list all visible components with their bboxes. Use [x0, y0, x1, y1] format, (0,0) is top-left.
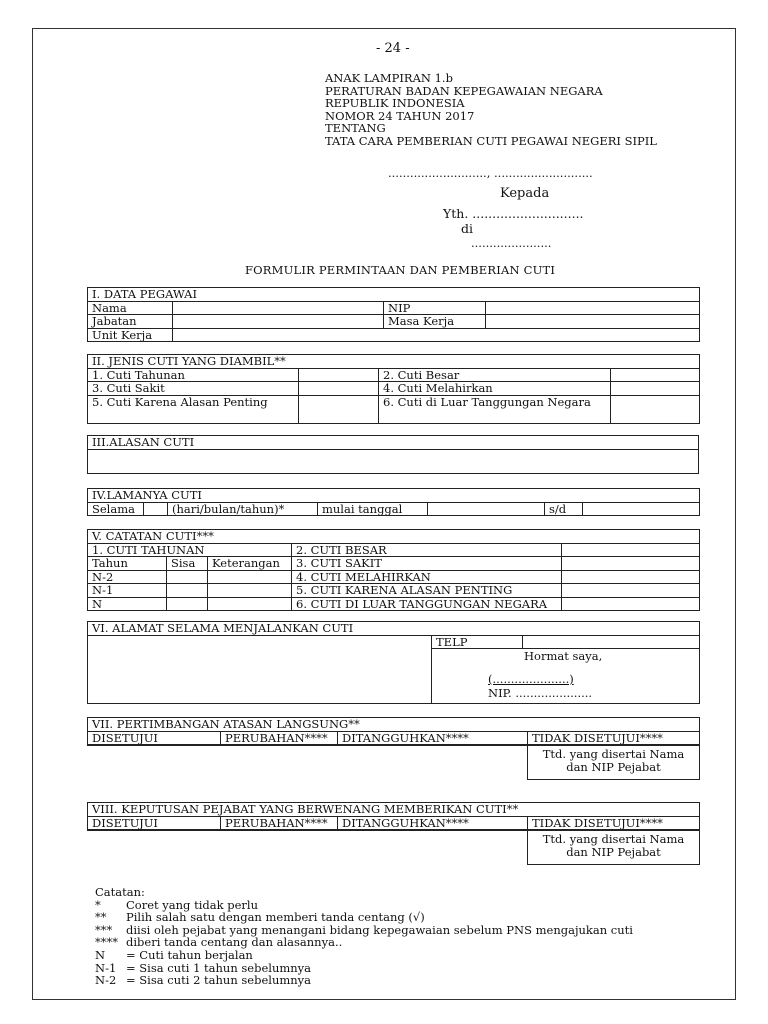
section-catatan-cuti: [87, 529, 700, 611]
selama-field[interactable]: [144, 502, 168, 516]
keterangan-field[interactable]: [208, 584, 292, 598]
catatan-item-field[interactable]: [562, 570, 700, 584]
cuti-tahunan-title: 1. CUTI TAHUNAN: [88, 543, 292, 557]
catatan-item-label: 6. CUTI DI LUAR TANGGUNGAN NEGARA: [292, 597, 562, 611]
telp-label: TELP: [432, 635, 523, 649]
disetujui-label: DISETUJUI: [88, 816, 221, 830]
note-key: **: [95, 910, 107, 925]
header-line: TENTANG: [325, 121, 386, 135]
place-date-field[interactable]: ..........................., ...........................: [388, 166, 593, 180]
signature-nip-field[interactable]: NIP. .....................: [488, 686, 593, 700]
tahun-cell: N: [88, 597, 167, 611]
kepada-label: Kepada: [500, 186, 550, 201]
notes-title: Catatan:: [95, 885, 145, 899]
catatan-item-label: 5. CUTI KARENA ALASAN PENTING: [292, 584, 562, 598]
note-key: ****: [95, 935, 118, 950]
sisa-field[interactable]: [167, 597, 208, 611]
jenis-cuti-checkbox[interactable]: [611, 368, 700, 382]
note-text: Coret yang tidak perlu: [126, 897, 258, 912]
jenis-cuti-label: 5. Cuti Karena Alasan Penting: [88, 395, 299, 423]
section-alasan-cuti: [87, 435, 699, 474]
ditangguhkan-label: DITANGGUHKAN****: [338, 816, 528, 830]
section-title: IV.LAMANYA CUTI: [88, 489, 700, 503]
header-line: PERATURAN BADAN KEPEGAWAIAN NEGARA: [325, 83, 603, 98]
page-number: - 24 -: [376, 41, 410, 56]
keterangan-field[interactable]: [208, 570, 292, 584]
durasi-unit-label: (hari/bulan/tahun)*: [168, 502, 318, 516]
notes-block: [95, 886, 633, 987]
nama-field[interactable]: [173, 301, 384, 315]
jenis-cuti-checkbox[interactable]: [299, 382, 379, 396]
tahun-cell: N-1: [88, 584, 167, 598]
section-title: V. CATATAN CUTI***: [88, 530, 700, 544]
ttd-pejabat[interactable]: Ttd. yang disertai Nama dan NIP Pejabat: [528, 831, 700, 865]
note-text: diisi oleh pejabat yang menangani bidang kepegawaian sebelum PNS mengajukan cuti: [126, 922, 633, 937]
section-title: III.ALASAN CUTI: [88, 436, 699, 450]
jenis-cuti-label: 4. Cuti Melahirkan: [379, 382, 611, 396]
catatan-item-label: 3. CUTI SAKIT: [292, 557, 562, 571]
section-jenis-cuti: [87, 354, 700, 424]
header-line: NOMOR 24 TAHUN 2017: [325, 108, 475, 123]
keterangan-field[interactable]: [208, 597, 292, 611]
selama-label: Selama: [88, 502, 144, 516]
jabatan-label: Jabatan: [88, 315, 173, 329]
jenis-cuti-checkbox[interactable]: [299, 368, 379, 382]
header-line: TATA CARA PEMBERIAN CUTI PEGAWAI NEGERI SIPIL: [325, 133, 657, 148]
note-key: N-1: [95, 960, 117, 975]
alasan-cuti-field[interactable]: [88, 449, 699, 473]
col-tahun: Tahun: [88, 557, 167, 571]
di-location-field[interactable]: ......................: [471, 236, 552, 250]
section-title: VII. PERTIMBANGAN ATASAN LANGSUNG**: [88, 718, 700, 732]
header-line: ANAK LAMPIRAN 1.b: [325, 71, 453, 85]
jenis-cuti-checkbox[interactable]: [611, 395, 700, 423]
signature-block: [432, 649, 700, 704]
note-key: *: [95, 897, 101, 912]
note-text: = Sisa cuti 2 tahun sebelumnya: [126, 973, 312, 988]
regulation-header: [325, 72, 657, 147]
header-line: REPUBLIK INDONESIA: [325, 96, 465, 110]
ditangguhkan-label: DITANGGUHKAN****: [338, 731, 528, 745]
section-keputusan-pejabat: [87, 802, 700, 865]
section-pertimbangan-atasan: [87, 717, 700, 780]
jenis-cuti-label: 3. Cuti Sakit: [88, 382, 299, 396]
section-title: II. JENIS CUTI YANG DIAMBIL**: [88, 355, 700, 369]
note-text: Pilih salah satu dengan memberi tanda centang (√): [126, 910, 425, 925]
note-key: ***: [95, 922, 113, 937]
catatan-item-field[interactable]: [562, 543, 700, 557]
jenis-cuti-text: 6. Cuti di Luar Tanggungan Negara: [383, 395, 591, 409]
catatan-item-field[interactable]: [562, 557, 700, 571]
note-item: [95, 974, 633, 987]
note-text: = Sisa cuti 1 tahun sebelumnya: [126, 960, 312, 975]
tahun-cell: N-2: [88, 570, 167, 584]
catatan-item-label: 2. CUTI BESAR: [292, 543, 562, 557]
sisa-field[interactable]: [167, 570, 208, 584]
sampai-tanggal-field[interactable]: [583, 502, 700, 516]
perubahan-label: PERUBAHAN****: [221, 816, 338, 830]
yth-field[interactable]: Yth. ............................: [443, 206, 584, 221]
alamat-field[interactable]: [88, 635, 432, 704]
di-label: di: [461, 221, 473, 236]
catatan-item-label: 4. CUTI MELAHIRKAN: [292, 570, 562, 584]
masa-kerja-label: Masa Kerja: [384, 315, 486, 329]
sisa-field[interactable]: [167, 584, 208, 598]
section-lamanya-cuti: [87, 488, 700, 516]
jenis-cuti-label: [379, 395, 611, 423]
mulai-tanggal-label: mulai tanggal: [318, 502, 428, 516]
note-text: = Cuti tahun berjalan: [126, 947, 253, 962]
unit-kerja-field[interactable]: [173, 328, 700, 342]
nip-label: NIP: [384, 301, 486, 315]
col-sisa: Sisa: [167, 557, 208, 571]
sd-label: s/d: [545, 502, 583, 516]
jenis-cuti-checkbox[interactable]: [611, 382, 700, 396]
section-title: VI. ALAMAT SELAMA MENJALANKAN CUTI: [88, 622, 700, 636]
section-title: VIII. KEPUTUSAN PEJABAT YANG BERWENANG MEMBERIKAN CUTI**: [88, 803, 700, 817]
disetujui-label: DISETUJUI: [88, 731, 221, 745]
note-key: N-2: [95, 973, 117, 988]
section-title: I. DATA PEGAWAI: [88, 288, 700, 302]
telp-field[interactable]: [523, 635, 700, 649]
catatan-item-field[interactable]: [562, 584, 700, 598]
jenis-cuti-label: 2. Cuti Besar: [379, 368, 611, 382]
section-alamat-cuti: [87, 621, 700, 704]
nip-field[interactable]: [486, 301, 700, 315]
tidak-disetujui-label: TIDAK DISETUJUI****: [528, 816, 700, 830]
jenis-cuti-checkbox[interactable]: [299, 395, 379, 423]
masa-kerja-field[interactable]: [486, 315, 700, 329]
hormat-saya: Hormat saya,: [524, 649, 603, 663]
note-key: N: [95, 947, 106, 962]
note-text: diberi tanda centang dan alasannya..: [126, 935, 343, 950]
section-data-pegawai: [87, 287, 700, 342]
spacer: [88, 831, 528, 865]
unit-kerja-label: Unit Kerja: [88, 328, 173, 342]
spacer: [88, 746, 528, 780]
mulai-tanggal-field[interactable]: [428, 502, 545, 516]
jenis-cuti-label: 1. Cuti Tahunan: [88, 368, 299, 382]
signature-name-field[interactable]: (.....................): [488, 672, 574, 686]
ttd-atasan[interactable]: Ttd. yang disertai Nama dan NIP Pejabat: [528, 746, 700, 780]
col-keterangan: Keterangan: [208, 557, 292, 571]
nama-label: Nama: [88, 301, 173, 315]
jabatan-field[interactable]: [173, 315, 384, 329]
form-title: FORMULIR PERMINTAAN DAN PEMBERIAN CUTI: [245, 263, 556, 277]
catatan-item-field[interactable]: [562, 597, 700, 611]
perubahan-label: PERUBAHAN****: [221, 731, 338, 745]
tidak-disetujui-label: TIDAK DISETUJUI****: [528, 731, 700, 745]
